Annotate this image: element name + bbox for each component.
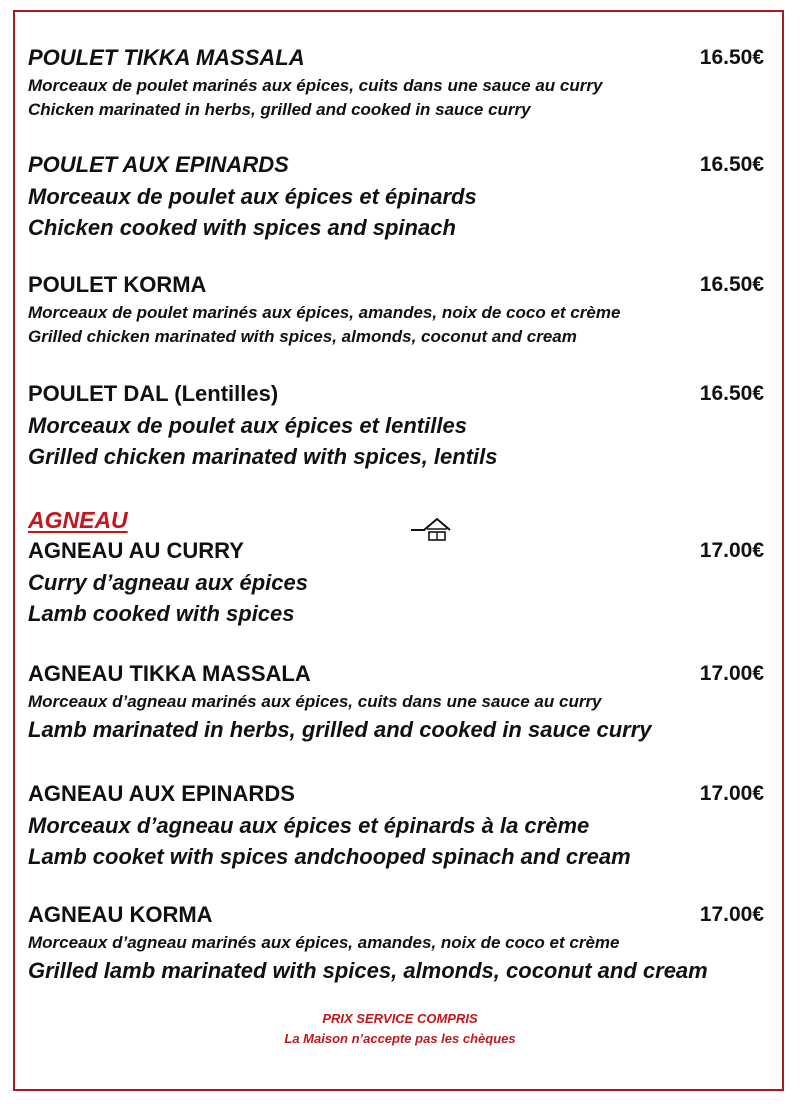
item-description-en: Chicken marinated in herbs, grilled and cooked in sauce curry: [28, 100, 531, 119]
item-name: POULET AUX EPINARDS: [28, 152, 289, 177]
item-price: 17.00€: [699, 662, 764, 685]
item-description-en: Lamb marinated in herbs, grilled and cooked in sauce curry: [28, 717, 652, 742]
section-title-agneau: AGNEAU: [28, 507, 128, 533]
item-description-fr: Morceaux de poulet aux épices et épinards: [28, 184, 477, 209]
menu-item-poulet-korma: [28, 271, 776, 349]
item-description-en: Chicken cooked with spices and spinach: [28, 215, 456, 240]
item-price: 16.50€: [699, 153, 764, 176]
item-name: AGNEAU KORMA: [28, 902, 213, 927]
item-description-fr: Morceaux d’agneau marinés aux épices, amandes, noix de coco et crème: [28, 933, 620, 952]
item-description-en: Grilled lamb marinated with spices, almonds, coconut and cream: [28, 958, 708, 983]
menu-item-poulet-aux-epinards: [28, 151, 776, 243]
menu-item-agneau-tikka-massala: [28, 660, 776, 745]
menu-item-poulet-tikka-massala: [28, 44, 776, 122]
item-description-en: Grilled chicken marinated with spices, almonds, coconut and cream: [28, 327, 577, 346]
item-name: AGNEAU AUX EPINARDS: [28, 781, 295, 806]
item-description-fr: Curry d’agneau aux épices: [28, 570, 308, 595]
menu-item-agneau-korma: [28, 901, 776, 986]
menu-item-poulet-dal: [28, 380, 776, 472]
item-description-fr: Morceaux de poulet marinés aux épices, cuits dans une sauce au curry: [28, 76, 603, 95]
item-description-en: Grilled chicken marinated with spices, lentils: [28, 444, 498, 469]
menu-item-agneau-au-curry: [28, 537, 776, 629]
item-description-fr: Morceaux d’agneau aux épices et épinards à la crème: [28, 813, 590, 838]
item-name: POULET DAL (Lentilles): [28, 381, 279, 406]
footer-service-note: PRIX SERVICE COMPRIS: [322, 1011, 478, 1026]
footer-cheque-note: La Maison n’accepte pas les chèques: [284, 1031, 516, 1046]
item-price: 17.00€: [699, 782, 764, 805]
item-price: 16.50€: [699, 382, 764, 405]
item-name: POULET KORMA: [28, 272, 207, 297]
item-description-en: Lamb cooket with spices andchooped spinach and cream: [28, 844, 631, 869]
item-name: POULET TIKKA MASSALA: [28, 45, 305, 70]
item-price: 17.00€: [699, 539, 764, 562]
item-name: AGNEAU TIKKA MASSALA: [28, 661, 311, 686]
item-price: 17.00€: [699, 903, 764, 926]
item-price: 16.50€: [699, 273, 764, 296]
item-name: AGNEAU AU CURRY: [28, 538, 244, 563]
item-description-fr: Morceaux d’agneau marinés aux épices, cuits dans une sauce au curry: [28, 692, 602, 711]
item-description-fr: Morceaux de poulet marinés aux épices, amandes, noix de coco et crème: [28, 303, 621, 322]
item-description-fr: Morceaux de poulet aux épices et lentilles: [28, 413, 467, 438]
item-description-en: Lamb cooked with spices: [28, 601, 295, 626]
menu-item-agneau-aux-epinards: [28, 780, 776, 872]
item-price: 16.50€: [699, 46, 764, 69]
